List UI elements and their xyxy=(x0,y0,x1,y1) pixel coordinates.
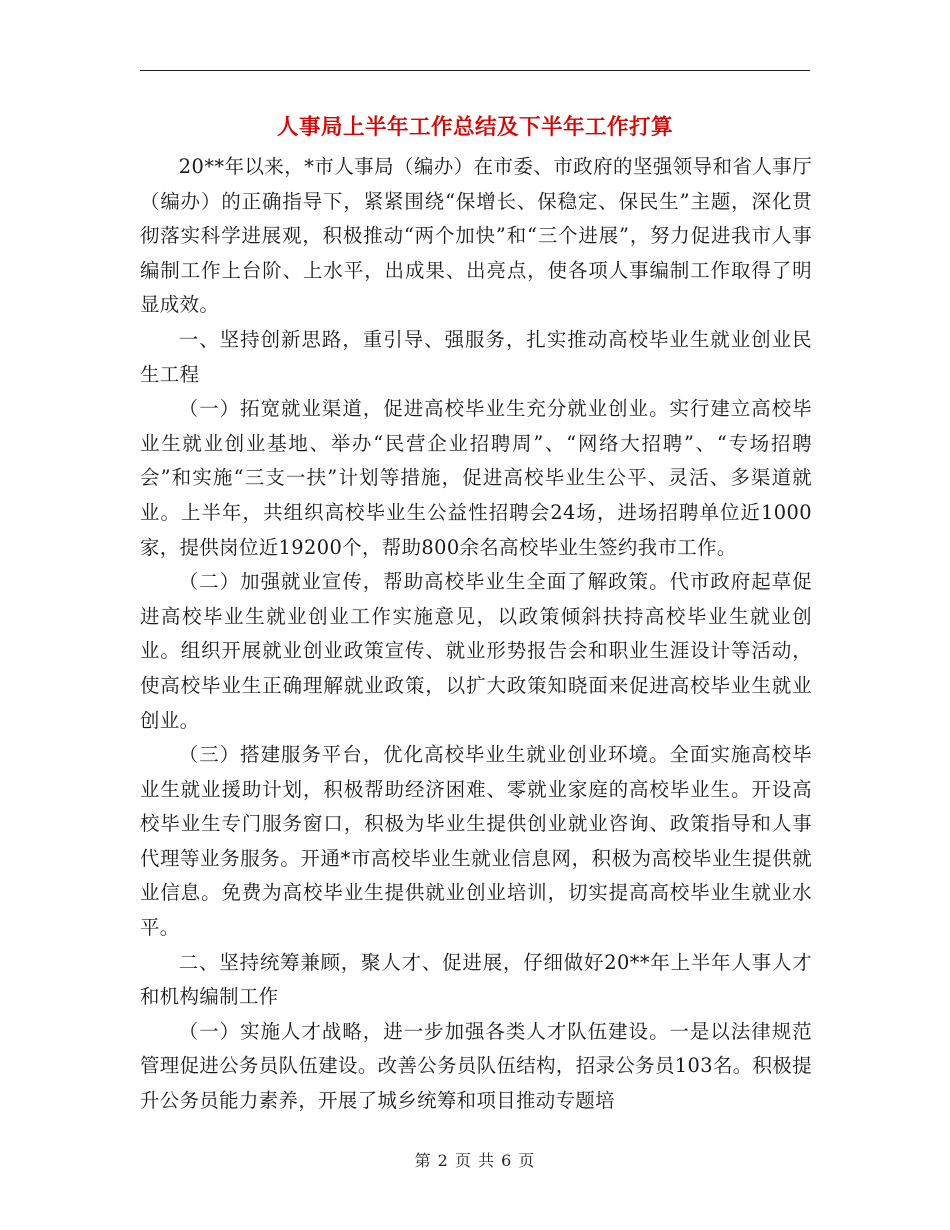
paragraph-1-1: （一）拓宽就业渠道，促进高校毕业生充分就业创业。实行建立高校毕业生就业创业基地、举办“民营企业招聘周”、“网络大招聘”、“专场招聘会”和实施“三支一扶”计划等措施，促进高校毕业生公平、灵活、多渠道就业。上半年，共组织高校毕业生公益性招聘会24场，进场招聘单位近1000家，提供岗位近19200个，帮助800余名高校毕业生签约我市工作。 xyxy=(140,397,812,559)
section-heading-2: 二、坚持统筹兼顾，聚人才、促进展，仔细做好20**年上半年人事人才和机构编制工作 xyxy=(140,950,812,1009)
paragraph-2-1: （一）实施人才战略，进一步加强各类人才队伍建设。一是以法律规范管理促进公务员队伍建设。改善公务员队伍结构，招录公务员103名。积极提升公务员能力素养，开展了城乡统筹和项目推动专题培 xyxy=(140,1019,812,1113)
paragraph-1-2: （二）加强就业宣传，帮助高校毕业生全面了解政策。代市政府起草促进高校毕业生就业创业工作实施意见，以政策倾斜扶持高校毕业生就业创业。组织开展就业创业政策宣传、就业形势报告会和职业生涯设计等活动，使高校毕业生正确理解就业政策，以扩大政策知晓面来促进高校毕业生就业创业。 xyxy=(140,570,812,732)
page-footer: 第 2 页 共 6 页 xyxy=(414,1151,536,1170)
document-title: 人事局上半年工作总结及下半年工作打算 xyxy=(276,115,673,140)
section-heading-1: 一、坚持创新思路，重引导、强服务，扎实推动高校毕业生就业创业民生工程 xyxy=(140,327,812,386)
document-body xyxy=(140,150,812,1119)
paragraph-1-3: （三）搭建服务平台，优化高校毕业生就业创业环境。全面实施高校毕业生就业援助计划，积极帮助经济困难、零就业家庭的高校毕业生。开设高校毕业生专门服务窗口，积极为毕业生提供创业就业咨询、政策指导和人事代理等业务服务。开通*市高校毕业生就业信息网，积极为高校毕业生提供就业信息。免费为高校毕业生提供就业创业培训，切实提高高校毕业生就业水平。 xyxy=(140,743,812,940)
header-rule xyxy=(140,70,810,71)
paragraph-intro: 20**年以来，*市人事局（编办）在市委、市政府的坚强领导和省人事厅（编办）的正确指导下，紧紧围绕“保增长、保稳定、保民生”主题，深化贯彻落实科学进展观，积极推动“两个加快”和“三个进展”，努力促进我市人事编制工作上台阶、上水平，出成果、出亮点，使各项人事编制工作取得了明显成效。 xyxy=(140,155,812,317)
